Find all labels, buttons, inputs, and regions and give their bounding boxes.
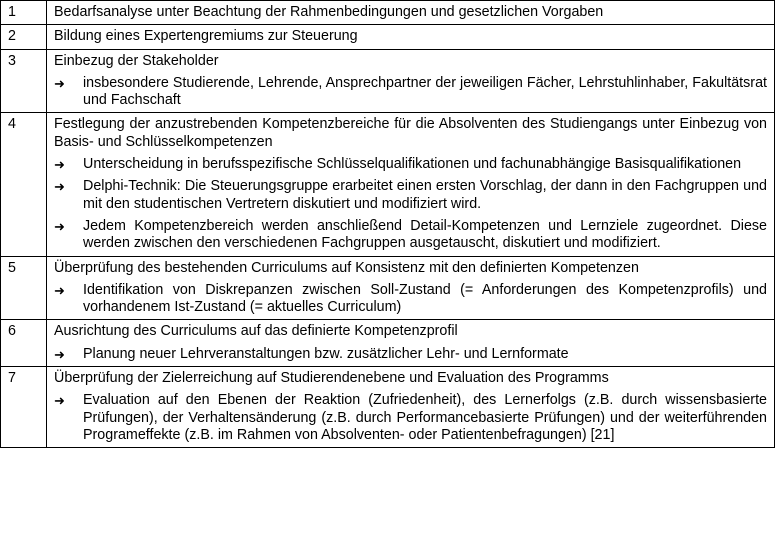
table-row [1, 320, 775, 367]
bullet-item [54, 75, 767, 110]
table-row [1, 113, 775, 256]
arrow-right-icon: ➜ [54, 346, 65, 362]
bullet-text: insbesondere Studierende, Lehrende, Ansprechpartner der jeweiligen Fächer, Lehrstuhlinhaber, Fakultätsrat und Fachschaft [83, 74, 767, 109]
step-content [47, 49, 775, 113]
table-row [1, 1, 775, 25]
bullet-text: Jedem Kompetenzbereich werden anschließend Detail-Kompetenzen und Lernziele zugeordnet. Diese werden zwischen den verschiedenen Fachgruppen ausgetauscht, diskutiert und modifiziert. [83, 217, 767, 252]
step-content [47, 320, 775, 367]
bullet-text: Evaluation auf den Ebenen der Reaktion (Zufriedenheit), des Lernerfolgs (z.B. durch wissensbasierte Prüfungen), der Verhaltensänderung (z.B. durch Performancebasierte Prüfungen) und der weiterführenden Programeffekte (z.B. im Rahmen von Absolventen- oder Patientenbefragungen) [21] [83, 392, 767, 443]
arrow-right-icon: ➜ [54, 179, 65, 195]
bullet-item [54, 392, 767, 444]
step-content [47, 367, 775, 448]
bullet-item [54, 346, 767, 363]
bullet-item [54, 156, 767, 173]
step-title: Überprüfung der Zielerreichung auf Studierendenebene und Evaluation des Programms [54, 370, 609, 387]
table-row [1, 25, 775, 49]
bullet-text: Planung neuer Lehrveranstaltungen bzw. zusätzlicher Lehr- und Lernformate [83, 345, 569, 362]
step-title: Einbezug der Stakeholder [54, 52, 219, 69]
step-title: Ausrichtung des Curriculums auf das definierte Kompetenzprofil [54, 323, 458, 340]
arrow-right-icon: ➜ [54, 218, 65, 234]
step-number: 6 [1, 320, 47, 367]
step-content [47, 25, 775, 49]
step-number: 3 [1, 49, 47, 113]
step-number: 1 [1, 1, 47, 25]
step-title: Bedarfsanalyse unter Beachtung der Rahmenbedingungen und gesetzlichen Vorgaben [54, 4, 604, 20]
bullet-text: Unterscheidung in berufsspezifische Schlüsselqualifikationen und fachunabhängige Basisqualifikationen [83, 156, 742, 173]
step-number: 2 [1, 25, 47, 49]
arrow-right-icon: ➜ [54, 157, 65, 173]
bullet-item [54, 282, 767, 317]
step-number: 7 [1, 367, 47, 448]
step-title: Überprüfung des bestehenden Curriculums auf Konsistenz mit den definierten Kompetenzen [54, 259, 639, 276]
table-row [1, 256, 775, 320]
step-content [47, 1, 775, 25]
step-content [47, 113, 775, 256]
bullet-item [54, 218, 767, 253]
step-title: Bildung eines Expertengremiums zur Steuerung [54, 28, 358, 45]
table-row [1, 49, 775, 113]
arrow-right-icon: ➜ [54, 75, 65, 91]
step-number: 4 [1, 113, 47, 256]
bullet-text: Delphi-Technik: Die Steuerungsgruppe erarbeitet einen ersten Vorschlag, der dann in den Fachgruppen und mit den studentischen Vertretern diskutiert und modifiziert wird. [83, 178, 767, 212]
step-content [47, 256, 775, 320]
step-title: Festlegung der anzustrebenden Kompetenzbereiche für die Absolventen des Studiengangs unter Einbezug von Basis- und Schlüsselkompetenzen [54, 116, 767, 150]
bullet-text: Identifikation von Diskrepanzen zwischen Soll-Zustand (= Anforderungen des Kompetenzprofils) und vorhandenem Ist-Zustand (= aktuelles Curriculum) [83, 281, 767, 316]
table-row [1, 367, 775, 448]
bullet-item [54, 178, 767, 213]
step-number: 5 [1, 256, 47, 320]
arrow-right-icon: ➜ [54, 393, 65, 409]
arrow-right-icon: ➜ [54, 282, 65, 298]
